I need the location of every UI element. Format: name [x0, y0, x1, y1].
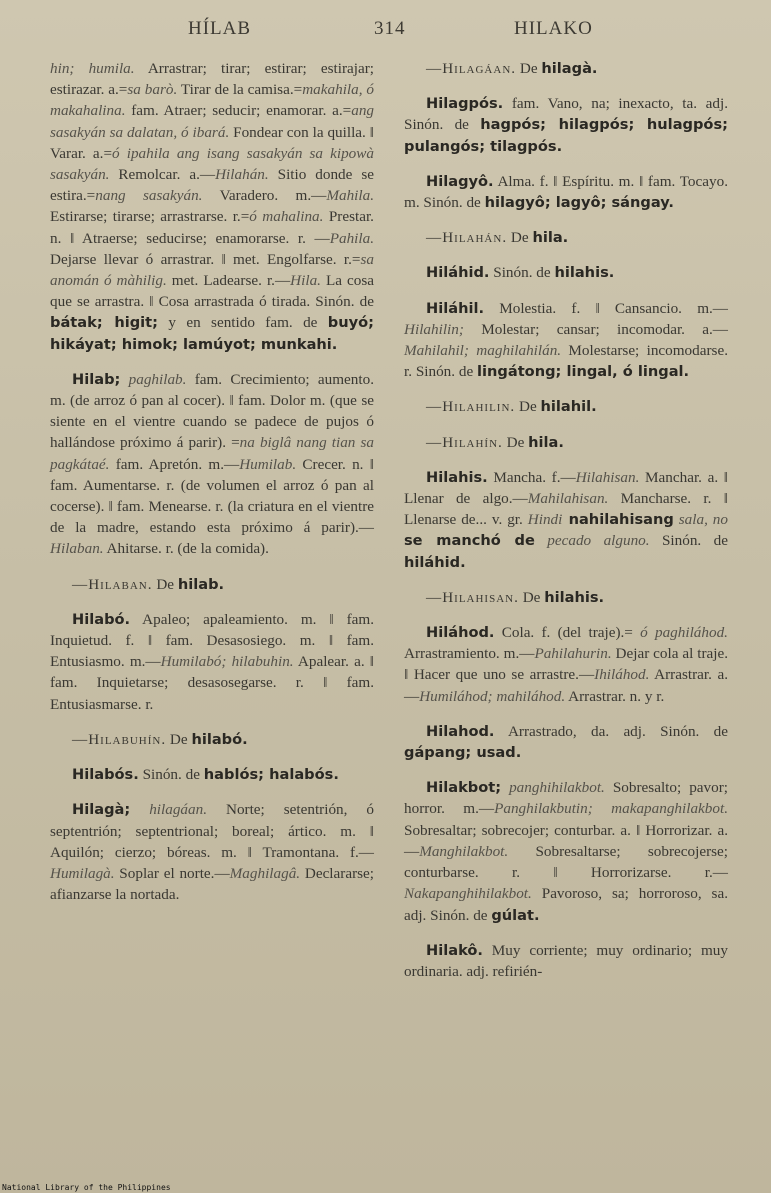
headword: Hiláhid.: [426, 264, 490, 282]
header-right-guideword: HILAKO: [514, 18, 593, 39]
entry-hilaga: Hilagà; hilagáan. Norte; setentrión, ó septentrión; septentrional; boreal; ártico. m. ‖ Aquilón; cierzo; bóreas. m. ‖ Tramontana. f.—Humilagà. Soplar el norte.—Maghilagâ. Declararse; afianzarse la nortada.: [50, 801, 374, 904]
entry-hilahod-adj: Hilahod. Arrastrado, da. adj. Sinón. de gápang; usad.: [404, 722, 728, 762]
entry-hilako: Hilakô. Muy corriente; muy ordinario; muy ordinaria. adj. refirién-: [404, 941, 728, 980]
entry-hilagpos: Hilagpós. fam. Vano, na; inexacto, ta. adj. Sinón. de hagpós; hilagpós; hulagpós; pulangós; tilagpós.: [404, 95, 728, 155]
headword: Hilabós.: [72, 766, 139, 784]
entry-hila-continued: hin; humila. Arrastrar; tirar; estirar; estirajar; estirazar. a.=sa barò. Tirar de la camisa.=makahila, ó makahalina. fam. Atraer; seducir; enamorar. a.=ang sasakyán sa dalatan, ó ibará. Fondear con la quilla. ‖ Varar. a.=ó ipahila ang isang sasakyán sa kipowà sasakyán. Remolcar. a.—Hilahán. Sitio donde se estira.=nang sasakyán. Varadero. m.—Mahila. Estirarse; tirarse; arrastrarse. r.=ó mahalina. Prestar. n. ‖ Atraerse; seducirse; enamorarse. r. —Pahila. Dejarse llevar ó arrastrar. ‖ met. Engolfarse. r.=sa anomán ó màhilig. met. Ladearse. r.—Hila. La cosa que se arrastra. ‖ Cosa arrastrada ó tirada. Sinón. de bátak; higit; y en sentido fam. de buyó; hikáyat; himok; lamúyot; munkahi.: [50, 60, 375, 353]
headword: Hilabó.: [72, 610, 131, 628]
entry-hilahid: Hiláhid. Sinón. de hilahis.: [426, 264, 615, 282]
xref-hilagaan: —Hilagáan. De hilagà.: [426, 60, 598, 77]
xref-hilabuhin: —Hilabuhín. De hilabó.: [72, 730, 248, 748]
xref-hilahin: —Hilahín. De hila.: [426, 433, 564, 451]
entry-hilagyo: Hilagyô. Alma. f. ‖ Espíritu. m. ‖ fam. Tocayo. m. Sinón. de hilagyô; lagyô; sángay.: [404, 172, 728, 212]
right-column: [404, 58, 728, 996]
xref-hilahan: —Hilahán. De hila.: [426, 229, 569, 247]
headword: Hilagyô.: [426, 172, 494, 190]
entry-hilab: Hilab; paghilab. fam. Crecimiento; aumento. m. (de arroz ó pan al cocer). ‖ fam. Dolor m. (que se siente en el vientre cuando se padece de pujos ó hallándose próximo á parir). =na biglâ nang tian sa pagkátaé. fam. Apretón. m.—Humilab. Crecer. n. ‖ fam. Aumentarse. r. (de volumen el arroz ó pan al cocerse). ‖ fam. Menearse. r. (la criatura en el vientre de la madre, estando esta próximo á parir).—Hilaban. Ahitarse. r. (de la comida).: [50, 370, 375, 558]
left-column: [50, 58, 374, 919]
footer-credit: National Library of the Philippines: [2, 1183, 171, 1192]
headword: Hilagà;: [72, 801, 131, 819]
entry-hilahod: Hiláhod. Cola. f. (del traje).= ó paghiláhod. Arrastramiento. m.—Pahilahurin. Dejar cola al traje. ‖ Hacer que uno se arrastre.—Ihiláhod. Arrastrar. a.—Humiláhod; mahiláhod. Arrastrar. n. y r.: [404, 624, 729, 705]
headword: Hilab;: [72, 370, 121, 388]
headword: Hilahod.: [426, 722, 495, 740]
xref-hilahisan: —Hilahisan. De hilahis.: [426, 588, 605, 606]
entry-hilahil: Hiláhil. Molestia. f. ‖ Cansancio. m.—Hilahilin; Molestar; cansar; incomodar. a.—Mahilahil; maghilahilán. Molestarse; incomodarse. r. Sinón. de lingátong; lingal, ó lingal.: [404, 299, 728, 381]
xref-hilahilin: —Hilahilin. De hilahil.: [426, 398, 597, 416]
page-number: 314: [374, 18, 406, 39]
headword: Hiláhil.: [426, 299, 485, 317]
headword: Hilagpós.: [426, 95, 504, 113]
running-header: [0, 18, 771, 48]
entry-hilabo: Hilabó. Apaleo; apaleamiento. m. ‖ fam. Inquietud. f. ‖ fam. Desasosiego. m. ‖ fam. Entusiasmo. m.—Humilabó; hilabuhin. Apalear. a. ‖ fam. Inquietarse; desasosegarse. r. ‖ fam. Entusiasmarse. r.: [50, 610, 375, 713]
entry-hilakbot: Hilakbot; panghihilakbot. Sobresalto; pavor; horror. m.—Panghilakbutin; makapanghilakbot. Sobresaltar; sobrecojer; conturbar. a. ‖ Horrorizar. a.—Manghilakbot. Sobresaltarse; sobrecojerse; conturbarse. r. ‖ Horrorizarse. r.—Nakapanghihilakbot. Pavoroso, sa; horroroso, sa. adj. Sinón. de gúlat.: [404, 779, 729, 924]
entry-hilabos: Hilabós. Sinón. de hablós; halabós.: [72, 766, 339, 784]
headword: Hiláhod.: [426, 624, 495, 642]
headword: Hilakbot;: [426, 779, 502, 797]
entry-hilahis: Hilahis. Mancha. f.—Hilahisan. Manchar. a. ‖ Llenar de algo.—Mahilahisan. Mancharse. r. ‖ Llenarse de... v. gr. Hindi nahilahisang sala, no se manchó de pecado alguno. Sinón. de hiláhid.: [404, 468, 729, 571]
xref-hilaban: —Hilaban. De hilab.: [72, 575, 225, 593]
headword: Hilahis.: [426, 468, 488, 486]
header-left-guideword: HÍLAB: [188, 18, 252, 39]
headword: Hilakô.: [426, 941, 483, 959]
